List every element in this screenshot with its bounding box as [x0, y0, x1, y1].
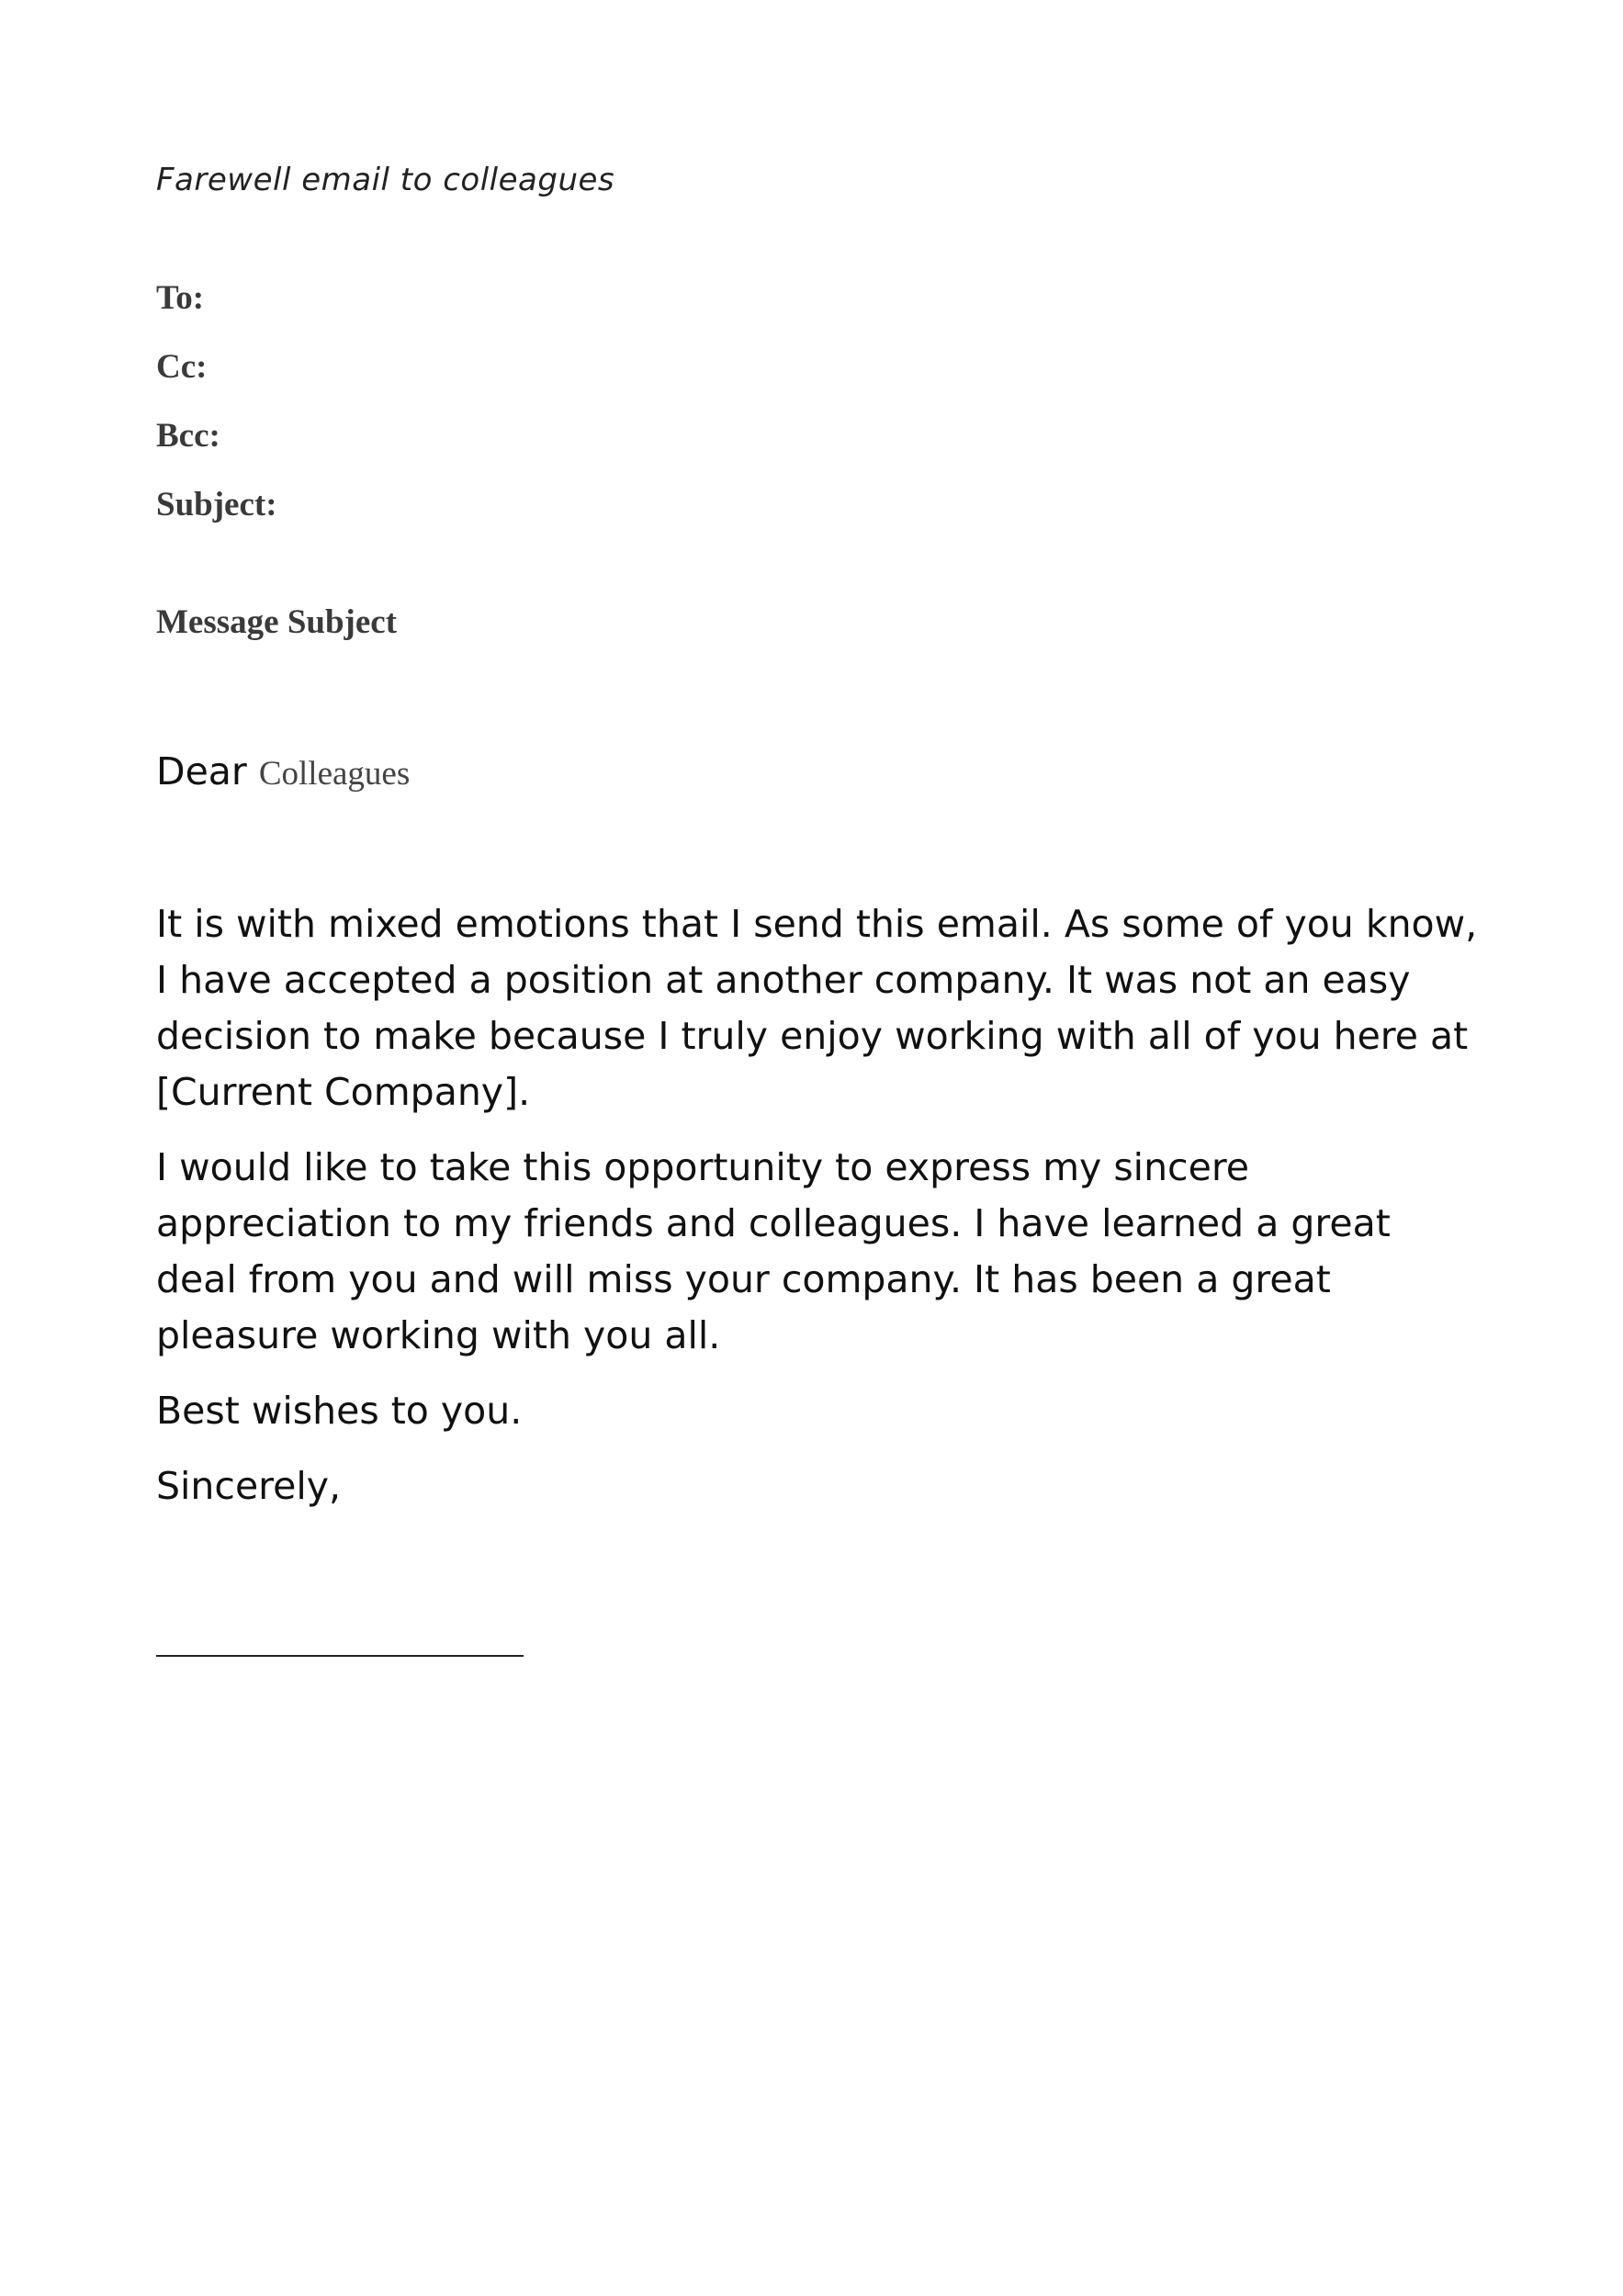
greeting [156, 749, 410, 793]
to-field-label: To: [156, 279, 205, 317]
message-subject: Message Subject [156, 603, 398, 641]
closing-sincerely: Sincerely, [156, 1464, 342, 1508]
body-paragraph-appreciation: I would like to take this opportunity to express my sincere appreciation to my friends and colleagues. I have learned a great deal from you and will miss your company. It has been a great pleasure working with you all. [156, 1145, 1391, 1357]
cc-field-label: Cc: [156, 348, 208, 386]
bcc-field-label: Bcc: [156, 417, 220, 455]
letter-body [156, 896, 1479, 1534]
greeting-salutation: Dear [156, 749, 247, 793]
body-paragraph-wishes: Best wishes to you. [156, 1389, 523, 1433]
body-paragraph-intro: It is with mixed emotions that I send this email. As some of you know, I have accepted a position at another company. It was not an easy decision to make because I truly enjoy working with all of you here at [Current Company]. [156, 902, 1478, 1114]
signature-line [156, 1655, 524, 1657]
greeting-recipient: Colleagues [258, 755, 411, 793]
email-header-fields [156, 274, 277, 549]
document-title: Farewell email to colleagues [156, 162, 615, 198]
subject-field-label: Subject: [156, 486, 277, 523]
